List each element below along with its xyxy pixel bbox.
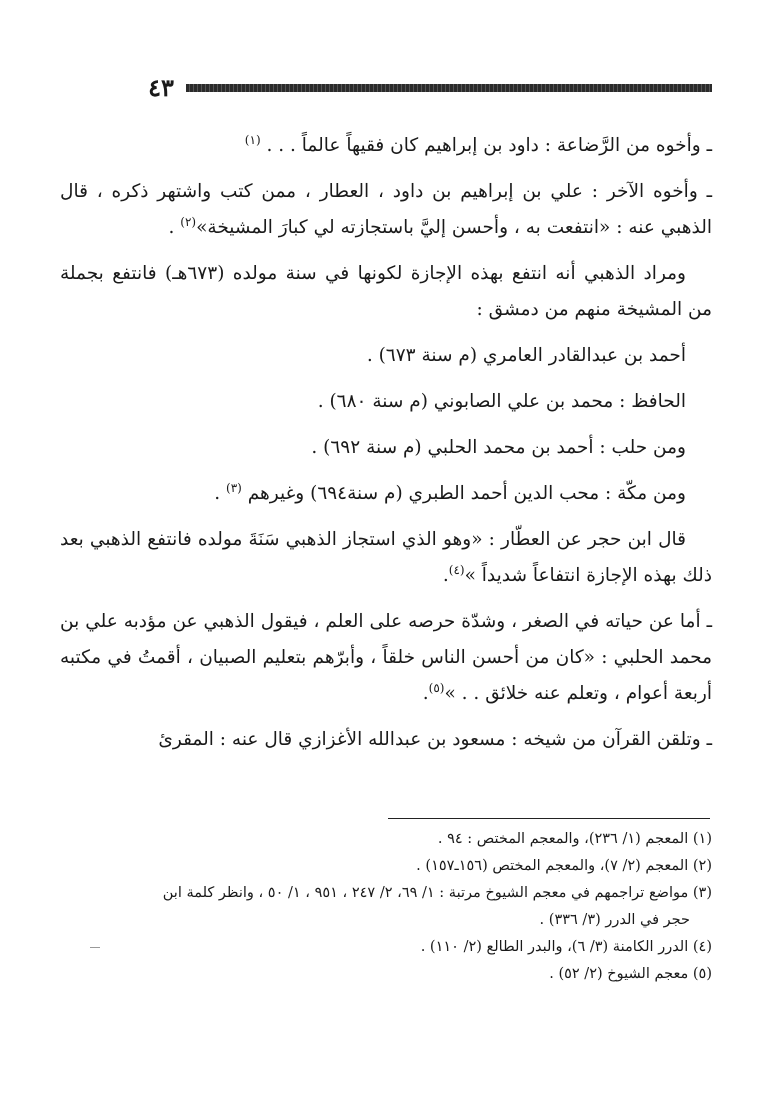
paragraph-end: . <box>422 683 429 704</box>
footnotes <box>60 826 712 988</box>
paragraph-text: الحافظ : محمد بن علي الصابوني (م سنة ٦٨٠) . <box>317 391 686 412</box>
paragraph-text: ـ وأخوه الآخر : علي بن إبراهيم بن داود ، العطار ، ممن كتب واشتهر ذكره ، قال الذهبي عنه : «انتفعت به ، وأحسن إليَّ باستجازته لي كبارَ المشيخة» <box>60 181 712 238</box>
paragraph-text: ومن حلب : أحمد بن محمد الحلبي (م سنة ٦٩٢) . <box>311 437 686 458</box>
body-text <box>60 128 712 768</box>
paragraph-text: ـ وأخوه من الرَّضاعة : داود بن إبراهيم كان فقيهاً عالماً . . . <box>266 135 712 156</box>
paragraph <box>60 128 712 164</box>
paragraph-text: ومراد الذهبي أنه انتفع بهذه الإجازة لكونها في سنة مولده (٦٧٣هـ) فانتفع بجملة من المشيخة منهم من دمشق : <box>60 263 712 320</box>
paragraph-text: قال ابن حجر عن العطّار : «وهو الذي استجاز الذهبي سَنَةَ مولده فانتفع الذهبي بعد ذلك بهذه الإجازة انتفاعاً شديداً » <box>60 529 712 586</box>
paragraph <box>60 604 712 712</box>
footnote-marker: (٥) <box>428 680 445 695</box>
footnote: (١) المعجم (١/ ٢٣٦)، والمعجم المختص : ٩٤ . <box>437 831 712 847</box>
footnote: (٥) معجم الشيوخ (٢/ ٥٢) . <box>549 966 712 982</box>
footnote: (٤) الدرر الكامنة (٣/ ٦)، والبدر الطالع (٢/ ١١٠) . <box>420 939 712 955</box>
footnote: (٢) المعجم (٢/ ٧)، والمعجم المختص (١٥٦ـ١٥٧) . <box>416 858 712 874</box>
paragraph-end: . <box>168 217 181 238</box>
footnote-rule <box>388 818 710 819</box>
page-number: ٤٣ <box>148 73 174 102</box>
teacher-entry <box>60 476 712 512</box>
paragraph <box>60 174 712 246</box>
paragraph-end: . <box>214 483 227 504</box>
paragraph <box>60 256 712 328</box>
paragraph-text: ـ وتلقن القرآن من شيخه : مسعود بن عبدالله الأغزازي قال عنه : المقرئ <box>158 729 712 750</box>
paragraph <box>60 522 712 594</box>
footnote-marker: (١) <box>244 132 261 147</box>
teacher-entry <box>60 430 712 466</box>
footnote-marker: (٢) <box>180 214 197 229</box>
teacher-entry <box>60 384 712 420</box>
paragraph-text: أحمد بن عبدالقادر العامري (م سنة ٦٧٣) . <box>366 345 686 366</box>
paragraph-text: ـ أما عن حياته في الصغر ، وشدّة حرصه على العلم ، فيقول الذهبي عن مؤدبه علي بن محمد الحلبي : «كان من أحسن الناس خلقاً ، وأبرّهم بتعليم الصبيان ، أقمتُ في مكتبه أربعة أعوام ، وتعلم عنه خلائق . . » <box>60 611 712 704</box>
footnote: (٣) مواضع تراجمهم في معجم الشيوخ مرتبة : ١/ ٦٩، ٢/ ٢٤٧ ، ٩٥١ ، ١/ ٥٠ ، وانظر كلمة ابن <box>162 885 712 901</box>
paragraph-text: ومن مكّة : محب الدين أحمد الطبري (م سنة٦٩٤) وغيرهم <box>247 483 686 504</box>
footnote-marker: (٤) <box>448 562 465 577</box>
teacher-entry <box>60 338 712 374</box>
paragraph-end: . <box>442 565 449 586</box>
footnote-continuation: حجر في الدرر (٣/ ٣٣٦) . <box>539 912 690 928</box>
header-rule <box>186 84 712 92</box>
footnote-marker: (٣) <box>226 480 242 495</box>
paragraph <box>60 722 712 758</box>
